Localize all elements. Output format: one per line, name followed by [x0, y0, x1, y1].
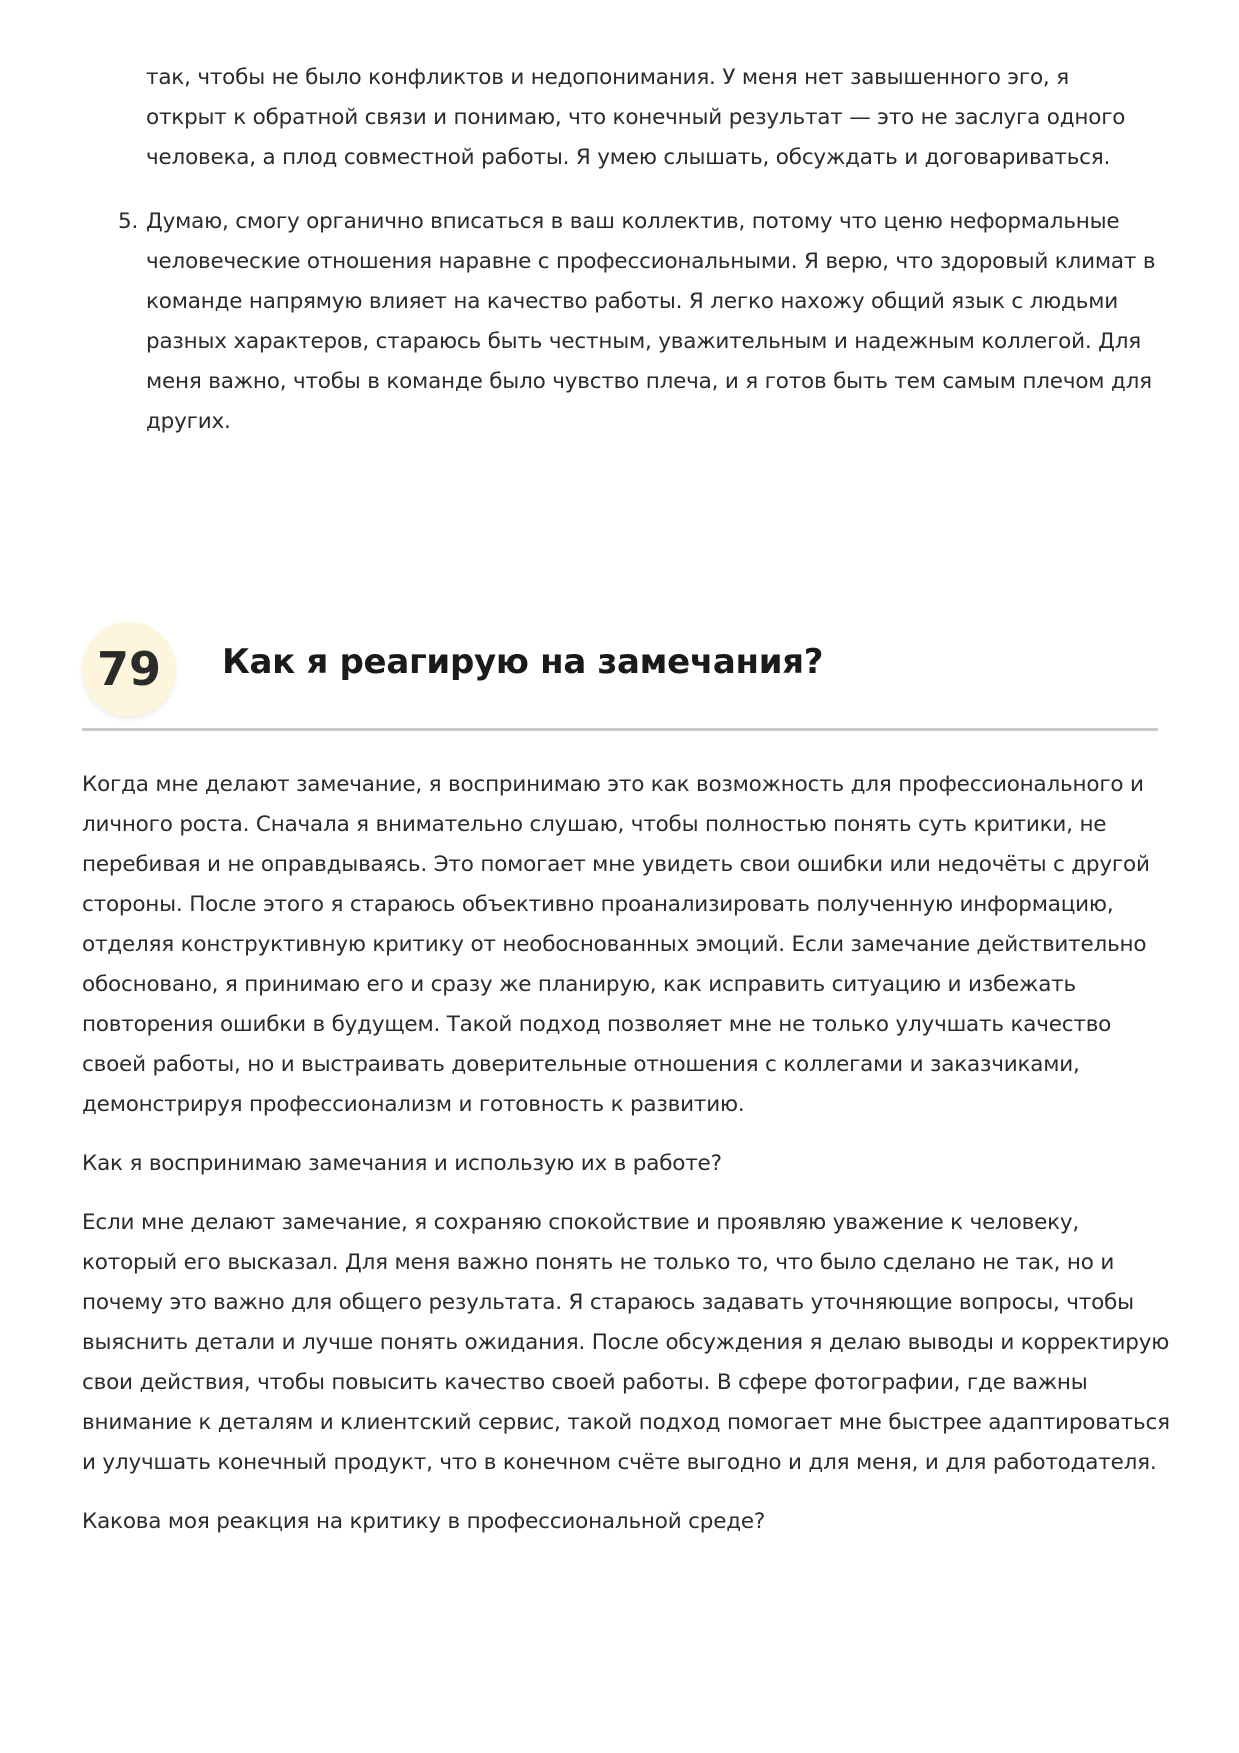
- list-item-5: [118, 202, 1156, 442]
- section-number-badge: 79: [82, 622, 176, 716]
- section-body: [82, 765, 1172, 1542]
- body-paragraph: Когда мне делают замечание, я воспринимаю это как возможность для профессионального и личного роста. Сначала я внимательно слушаю, чтобы полностью понять суть критики, не перебивая и не оправдываясь. Это помогает мне увидеть свои ошибки или недочёты с другой стороны. После этого я стараюсь объективно проанализировать полученную информацию, отделяя конструктивную критику от необоснованных эмоций. Если замечание действительно обосновано, я принимаю его и сразу же планирую, как исправить ситуацию и избежать повторения ошибки в будущем. Такой подход позволяет мне не только улучшать качество своей работы, но и выстраивать доверительные отношения с коллегами и заказчиками, демонстрируя профессионализм и готовность к развитию.: [82, 772, 1150, 1117]
- section-header: [82, 614, 1158, 731]
- list-item-continuation: [146, 58, 1156, 178]
- list-item-text: так, чтобы не было конфликтов и недопонимания. У меня нет завышенного эго, я открыт к обратной связи и понимаю, что конечный результат — это не заслуга одного человека, а плод совместной работы. Я умею слышать, обсуждать и договариваться.: [146, 65, 1126, 170]
- body-question: Какова моя реакция на критику в профессиональной среде?: [82, 1509, 766, 1534]
- section-title: Как я реагирую на замечания?: [222, 642, 824, 682]
- list-item-text: Думаю, смогу органично вписаться в ваш коллектив, потому что ценю неформальные человеческие отношения наравне с профессиональными. Я верю, что здоровый климат в команде напрямую влияет на качество работы. Я легко нахожу общий язык с людьми разных характеров, стараюсь быть честным, уважительным и надежным коллегой. Для меня важно, чтобы в команде было чувство плеча, и я готов быть тем самым плечом для других.: [146, 209, 1156, 434]
- list-item-number: 5.: [118, 209, 139, 234]
- body-question: Как я воспринимаю замечания и использую их в работе?: [82, 1151, 722, 1176]
- body-paragraph: Если мне делают замечание, я сохраняю спокойствие и проявляю уважение к человеку, который его высказал. Для меня важно понять не только то, что было сделано не так, но и почему это важно для общего результата. Я стараюсь задавать уточняющие вопросы, чтобы выяснить детали и лучше понять ожидания. После обсуждения я делаю выводы и корректирую свои действия, чтобы повысить качество своей работы. В сфере фотографии, где важны внимание к деталям и клиентский сервис, такой подход помогает мне быстрее адаптироваться и улучшать конечный продукт, что в конечном счёте выгодно и для меня, и для работодателя.: [82, 1210, 1170, 1475]
- numbered-list: [118, 58, 1156, 442]
